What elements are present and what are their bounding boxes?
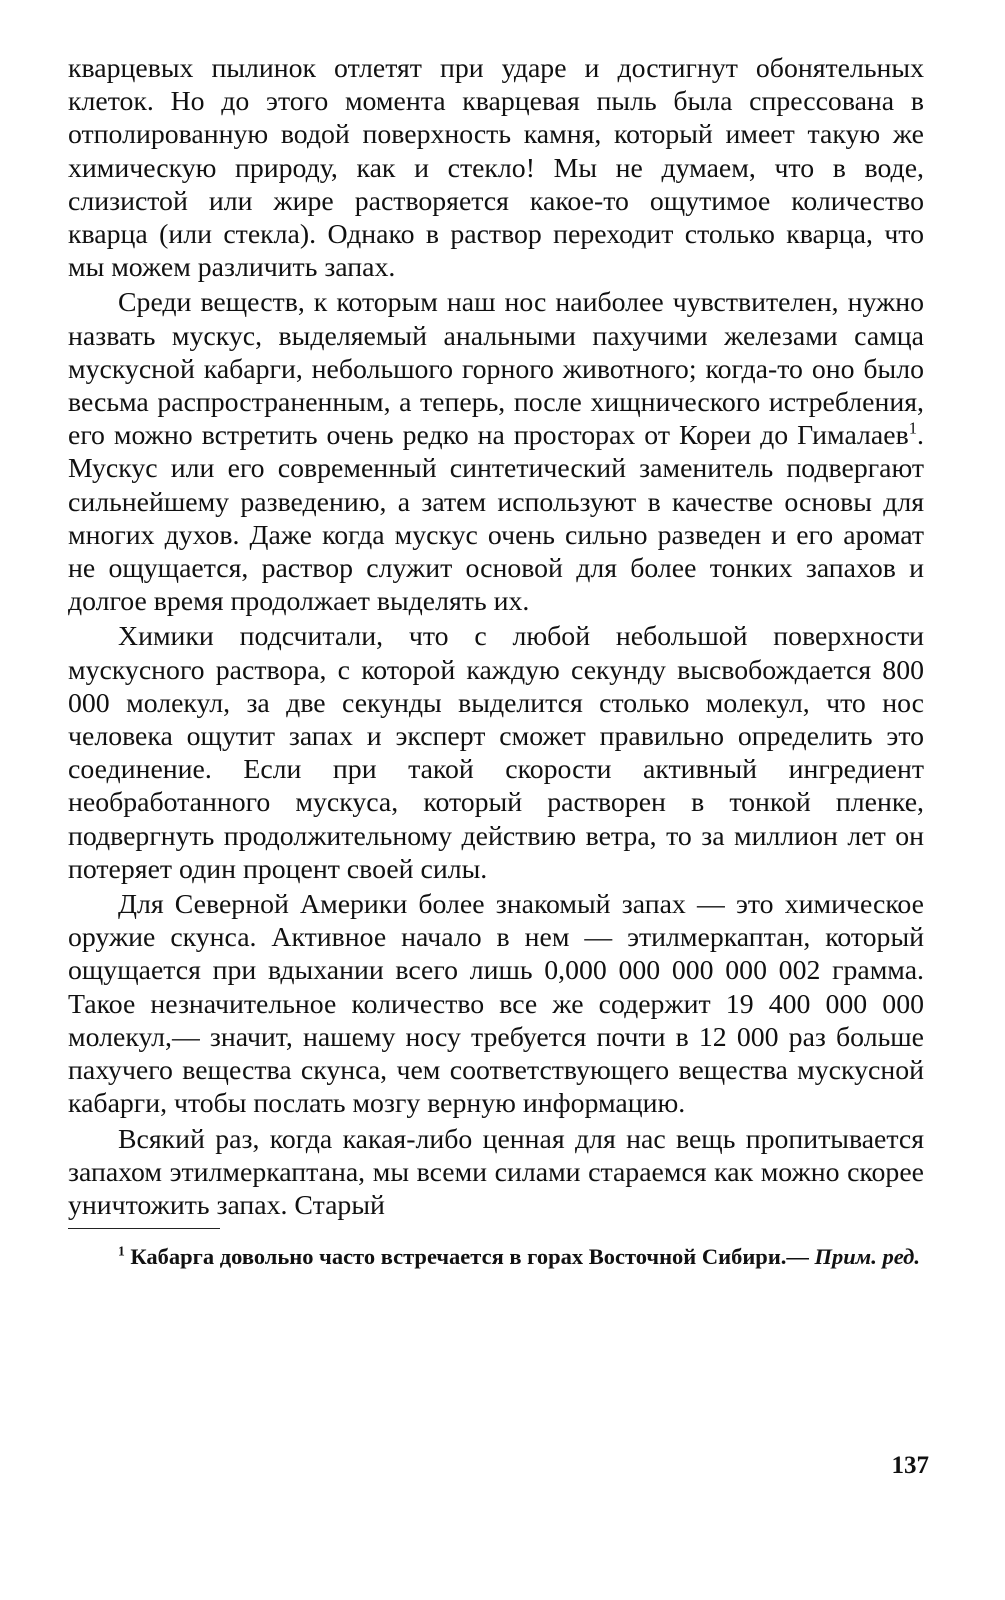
paragraph-4: Для Северной Америки более знакомый запах — это химическое оружие скунса. Активное начало в нем — этилмеркаптан, который ощущается при вдыхании всего лишь 0,000 000 000 000 002 грамма. Такое незначительное количество все же содержит 19 400 000 000 молекул,— значит, нашему носу требуется почти в 12 000 раз больше пахучего вещества скунса, чем соответствующего вещества мускусной кабарги, чтобы послать мозгу верную информацию. [68,889,924,1120]
page-content [68,52,924,1294]
page-number: 137 [891,1452,929,1479]
paragraph-5: Всякий раз, когда какая-либо ценная для нас вещь пропитывается запахом этилмеркаптана, мы всеми силами стараемся как можно скорее уничтожить запах. Старый [68,1123,924,1221]
paragraph-1: кварцевых пылинок отлетят при ударе и достигнут обонятельных клеток. Но до этого момента кварцевая пыль была спрессована в отполированную водой поверхность камня, который имеет такую же химическую природу, как и стекло! Мы не думаем, что в воде, слизистой или жире растворяется какое-то ощутимое количество кварца (или стекла). Однако в раствор переходит столько кварца, что мы можем различить запах. [68,53,924,284]
footnote-marker: 1 [118,1243,125,1259]
paragraph-2 [68,286,924,618]
main-text [68,52,924,1222]
footnote-reference: 1 [908,418,918,438]
footnote [68,1243,924,1271]
paragraph-2-text: Среди веществ, к которым наш нос наиболее чувствителен, нужно назвать мускус, выделяемый анальными пахучими железами самца мускусной кабарги, небольшого горного животного; когда-то оно было весьма распространенным, а теперь, после хищнического истребления, его можно встретить очень редко на просторах от Кореи до Гималаев [68,287,924,452]
paragraph-2-continuation: . Мускус или его современный синтетический заменитель подвергают сильнейшему разведению, а затем используют в качестве основы для многих духов. Даже когда мускус очень сильно разведен и его аромат не ощущается, раствор служит основой для более тонких запахов и долгое время продолжает выделять их. [68,420,924,618]
footnote-divider [68,1228,220,1229]
footnote-editor-note: Прим. ред. [814,1244,920,1270]
paragraph-3: Химики подсчитали, что с любой небольшой поверхности мускусного раствора, с которой каждую секунду высвобождается 800 000 молекул, за две секунды выделится столько молекул, что нос человека ощутит запах и эксперт сможет правильно определить это соединение. Если при такой скорости активный ингредиент необработанного мускуса, который растворен в тонкой пленке, подвергнуть продолжительному действию ветра, то за миллион лет он потеряет один процент своей силы. [68,621,924,885]
footnote-text: Кабарга довольно часто встречается в горах Восточной Сибири.— [130,1244,809,1270]
